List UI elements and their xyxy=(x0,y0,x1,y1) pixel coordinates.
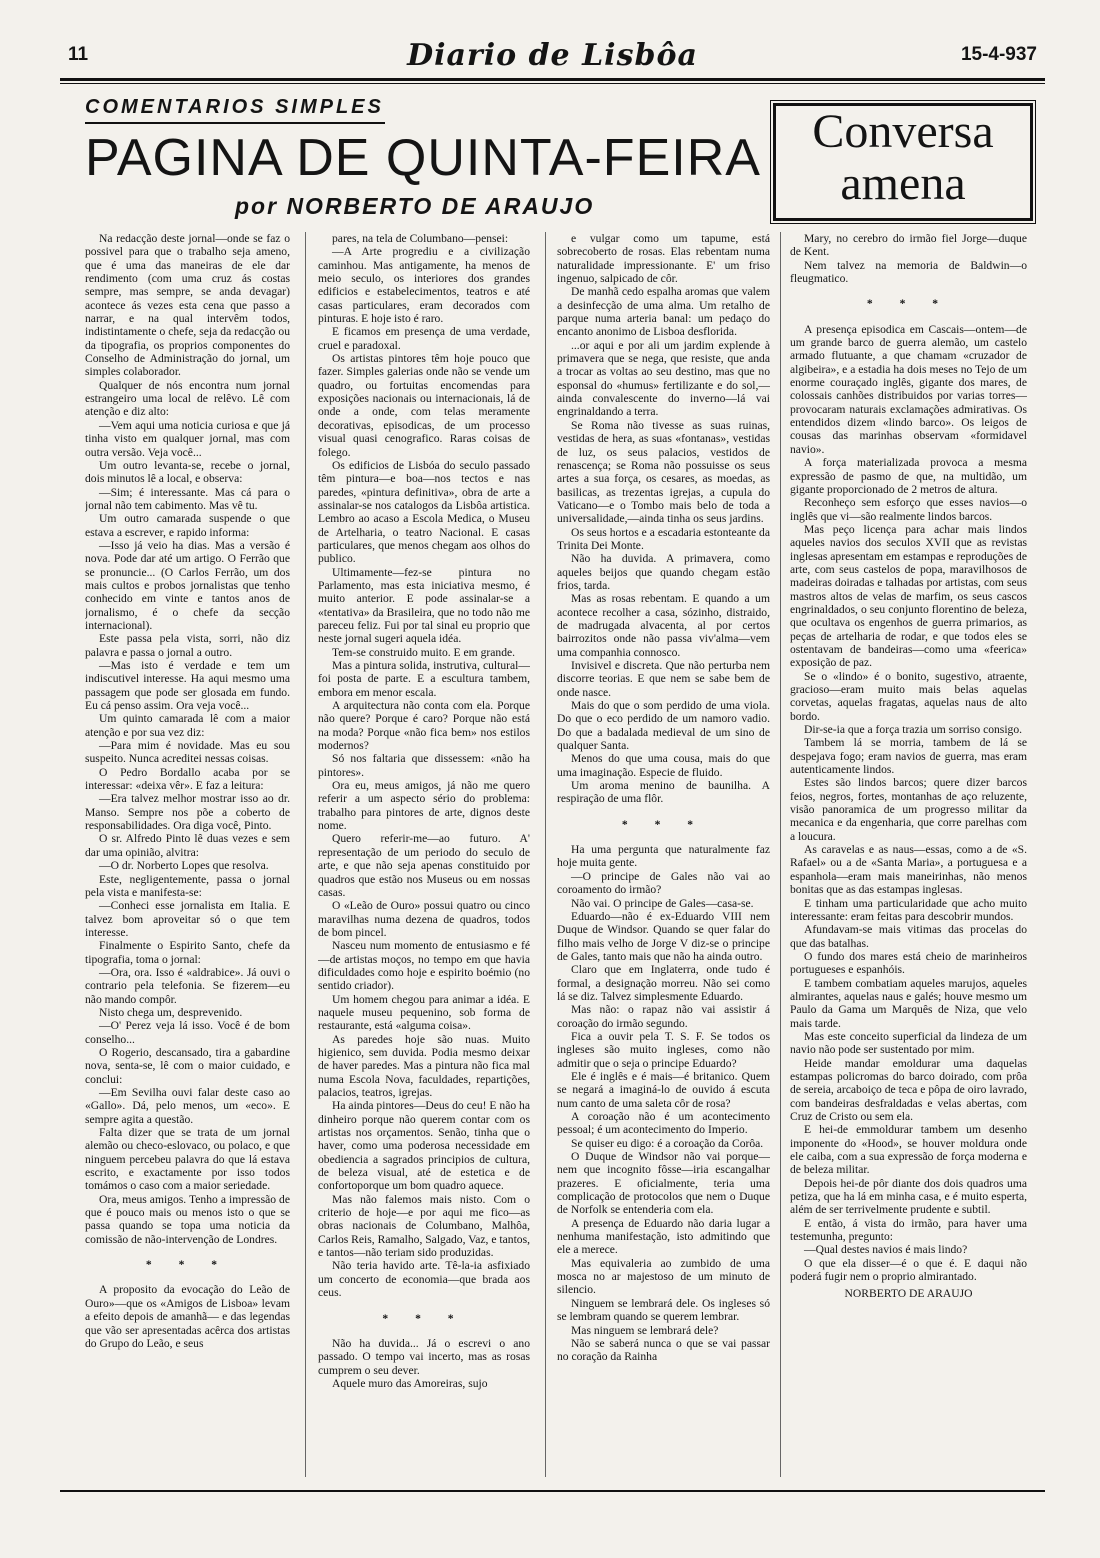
article-paragraph: Um outro camarada suspende o que estava a escrever, e rapido informa: xyxy=(85,512,290,539)
masthead-rule xyxy=(60,78,1045,81)
article-paragraph: —Mas isto é verdade e tem um indiscutivel interesse. Ha aqui mesmo uma passagem que pode ser glosada em fundo. Eu cá penso assim. Ora veja você... xyxy=(85,659,290,713)
article-paragraph: Ora eu, meus amigos, já não me quero referir a um aspecto sério do problema: trabalho para pintores de arte, dignos deste nome. xyxy=(318,779,530,833)
article-paragraph: Este, negligentemente, passa o jornal pela vista e manifesta-se: xyxy=(85,872,290,899)
article-paragraph: E então, á vista do irmão, para haver uma testemunha, pregunto: xyxy=(790,1216,1027,1244)
article-paragraph: Mas não: o rapaz não vai assistir á coroação do irmão segundo. xyxy=(557,1003,770,1030)
article-paragraph: Invisivel e discreta. Que não perturba nem discorre teorias. E que nem se sabe bem de onde nasce. xyxy=(557,659,770,699)
issue-date: 15-4-937 xyxy=(960,44,1037,65)
text-column-2 xyxy=(318,232,530,1487)
article-paragraph: O Rogerio, descansado, tira a gabardine nova, senta-se, lê com o maior cuidado, e conclui: xyxy=(85,1045,290,1086)
article-paragraph: O fundo dos mares está cheio de marinheiros portugueses e espanhóis. xyxy=(790,949,1027,977)
article-byline: por NORBERTO DE ARAUJO xyxy=(235,193,595,219)
article-paragraph: O Duque de Windsor não vai porque—nem que incognito fôsse—iria escangalhar prazeres. E oficialmente, teria uma complicação de protocolos que nem o Duque de Norfolk se entenderia com ela. xyxy=(557,1150,770,1217)
article-paragraph: Heide mandar emoldurar uma daquelas estampas policromas do barco doirado, com prôa de sereia, arcaboiço de teca e pôpa de oiro lavrado, com bandeiras desfraldadas e velas abertas, com Cruz de Cristo ou sem ela. xyxy=(790,1056,1027,1123)
article-paragraph: —Qual destes navios é mais lindo? xyxy=(804,1243,968,1257)
article-paragraph: Os edificios de Lisbóa do seculo passado têm pintura—e boa—nos tectos e nas paredes, «pintura definitiva», obra de arte a assinalar-se nos catalogos da Lisbôa artistica. Lembro ao acaso a Escola Medica, o Museu de Artelharia, o teatro Nacional. E casas particulares, que menos chegam aos olhos do publico. xyxy=(318,458,530,566)
article-paragraph: Reconheço sem esforço que esses navios—o inglês que vi—são realmente lindos barcos. xyxy=(790,496,1027,523)
article-paragraph: Se o «lindo» é o bonito, sugestivo, atraente, gracioso—eram muito mais belas aquelas corvetas, aquelas fragatas, aquelas naus de alto bordo. xyxy=(790,669,1027,723)
text-column-3 xyxy=(557,232,770,1487)
text-column-4 xyxy=(790,232,1027,1487)
article-paragraph: Não ha duvida. A primavera, como aqueles beijos que quando chegam estão frios, tarda. xyxy=(557,552,770,592)
kicker-underline xyxy=(85,122,385,124)
article-paragraph: Nem talvez na memoria de Baldwin—o fleugmatico. xyxy=(790,258,1027,286)
article-paragraph: De manhã cedo espalha aromas que valem a desinfecção de uma alma. Um retalho de parque numa arteria banal: um pedaço do encanto anonimo de Lisboa desflorida. xyxy=(557,285,770,339)
article-paragraph: Um homem chegou para animar a idéa. E naquele museu pequenino, sob forma de restaurante, está «alguma coisa». xyxy=(318,992,530,1033)
article-paragraph: Quero referir-me—ao futuro. A' representação de um periodo do seculo de arte, e que não seja apenas constituido por quadros que estão nos Museus ou em nossas casas. xyxy=(318,832,530,899)
article-paragraph: —Conheci esse jornalista em Italia. E talvez bom aproveitar só o que tem interesse. xyxy=(85,899,290,939)
article-headline: PAGINA DE QUINTA-FEIRA xyxy=(85,129,761,187)
article-paragraph: Mas não falemos mais nisto. Com o criterio de hoje—e por aqui me fico—as obras nacionais de Columbano, Malhôa, Carlos Reis, Ramalho, Salgado, Vaz, e tantos, e tantos—não teriam sido produzidas. xyxy=(318,1192,530,1260)
article-paragraph: Um quinto camarada lê com a maior atenção e por sua vez diz: xyxy=(85,712,290,739)
article-paragraph: E ficamos em presença de uma verdade, cruel e paradoxal. xyxy=(318,325,530,352)
column-divider xyxy=(780,232,781,1477)
article-paragraph: Depois hei-de pôr diante dos dois quadros uma petiza, que ha lá em minha casa, e é muito esperta, além de ser terrivelmente prudente e subtil. xyxy=(790,1176,1027,1217)
article-paragraph: ...or aqui e por ali um jardim explende à primavera que se nega, que resiste, que anda a trocar as voltas ao seu destino, mas que no esponsal do «humus» fertilizante e do sol,—ainda convalescente do inverno—lá vai engrinaldando a terra. xyxy=(557,338,770,419)
article-paragraph: Os artistas pintores têm hoje pouco que fazer. Simples galerias onde não se vende um quadro, ou fortuitas encomendas para exposições nacionais ou internacionais, lá de onde a onde, com telas meramente decorativas, episodicas, de um processo visual quasi cenografico. Raras coisas de folego. xyxy=(318,352,530,459)
article-paragraph: —O' Perez veja lá isso. Você é de bom conselho... xyxy=(85,1019,290,1046)
article-paragraph: Não teria havido arte. Tê-la-ia asfixiado um concerto de economia—que brada aos ceus. xyxy=(318,1259,530,1300)
newspaper-title: Diario de Lisbôa xyxy=(407,38,698,73)
article-paragraph: Mas equivaleria ao zumbido de uma mosca no ar majestoso de um minuto de silencio. xyxy=(557,1256,770,1297)
masthead xyxy=(60,38,1045,78)
article-paragraph: —A Arte progrediu e a civilização caminhou. Mas antigamente, ha menos de meio seculo, os interiores dos grandes edificios e estabelecimentos, teatros e até casas particulares, eram decorados com pinturas. E hoje isto é raro. xyxy=(318,245,530,326)
article-paragraph: Falta dizer que se trata de um jornal alemão ou checo-eslovaco, ou polaco, e que ninguem percebeu palavra do que lá estava escrito, e exactamente por isso todos tomámos o caso com a maior seriedade. xyxy=(85,1126,290,1193)
text-column-1 xyxy=(85,232,290,1487)
article-paragraph: Afundavam-se mais vitimas das procelas do que das batalhas. xyxy=(790,923,1027,950)
article-paragraph: Um outro levanta-se, recebe o jornal, dois minutos lê a local, e observa: xyxy=(85,458,290,486)
article-paragraph: Um aroma menino de baunilha. A respiração de uma flôr. xyxy=(557,779,770,806)
article-paragraph: Se quiser eu digo: é a coroação da Corôa. xyxy=(571,1136,764,1150)
article-paragraph: Ele é inglês e é mais—é britanico. Quem se negará a imaginá-lo de ouvido á escuta num canto de uma saleta côr de rosa? xyxy=(557,1069,770,1110)
article-paragraph: —Era talvez melhor mostrar isso ao dr. Manso. Sempre nos põe a coberto de responsabilidades. Ora diga você, Pinto. xyxy=(85,792,290,833)
column-title-line-2: amena xyxy=(840,157,966,210)
section-separator: * * * xyxy=(145,1258,230,1272)
article-paragraph: O «Leão de Ouro» possui quatro ou cinco maravilhas numa dezena de quadros, todos de bom pincel. xyxy=(318,899,530,939)
article-paragraph: A presença episodica em Cascais—ontem—de um grande barco de guerra alemão, um castelo armado flutuante, a que chamam «cruzador de algibeira», e a estadia ha dois meses no Tejo de um enorme couraçado inglês, gigante dos mares, de colossais canhões distribuidos por varias torres—provocaram naturais exclamações admirativas. Os entendidos dizem «lindo barco». Os leigos de cousas das marinhas observam «formidavel navio». xyxy=(790,322,1027,456)
article-paragraph: O sr. Alfredo Pinto lê duas vezes e sem dar uma opinião, alvitra: xyxy=(85,832,290,859)
article-paragraph: Dir-se-ia que a força trazia um sorriso consigo. xyxy=(804,723,1023,737)
article-paragraph: Aquele muro das Amoreiras, sujo xyxy=(332,1376,488,1390)
article-paragraph: Nasceu num momento de entusiasmo e fé—de artistas moços, no tempo em que havia dificuldades como hoje e espirito boémio (no sentido criador). xyxy=(318,939,530,993)
article-paragraph: Ultimamente—fez-se pintura no Parlamento, mas esta iniciativa mesmo, é muito anterior. E pode assinalar-se a «tentativa» da Brasileira, que no todo não me pareceu feliz. Fui por tal sinal eu proprio que neste jornal sugeri aquela idéa. xyxy=(318,565,530,646)
article-paragraph: Mais do que o som perdido de uma viola. Do que o eco perdido de um namoro vadio. Do que a badalada medieval de um sino de qualquer Santa. xyxy=(557,699,770,753)
article-paragraph: Ha ainda pintores—Deus do ceu! E não ha dinheiro porque não querem contar com os artistas nos orçamentos. Senão, tinha que o haver, como uma poderosa necessidade em obediencia a sagrados principios de cultura, de beleza visual, até de estetica e de confortoporque um bom quadro aquece. xyxy=(318,1099,530,1193)
article-paragraph: O que ela disser—é o que é. E daqui não poderá fugir nem o proprio almirantado. xyxy=(790,1256,1027,1284)
article-paragraph: Mary, no cerebro do irmão fiel Jorge—duque de Kent. xyxy=(790,232,1027,259)
article-paragraph: Se Roma não tivesse as suas ruinas, vestidas de hera, as suas «fontanas», vestidas de luz, os seus palacios, vestidos de renascença; se Roma não possuisse os seus artes a sua força, os cesares, as moedas, as basilicas, as trezentas igrejas, a cupula do Vaticano—e o Tombo mais belo de toda a universalidade,—ainda tinha os seus jardins. xyxy=(557,418,770,526)
column-title-box xyxy=(773,103,1033,221)
article-paragraph: pares, na tela de Columbano—pensei: xyxy=(332,232,509,245)
author-signature: NORBERTO DE ARAUJO xyxy=(844,1287,973,1301)
article-paragraph: —Em Sevilha ouvi falar deste caso ao «Gallo». Dá, pelo menos, um «eco». E sempre agita a questão. xyxy=(85,1086,290,1126)
article-paragraph: —Vem aqui uma noticia curiosa e que já tinha visto em qualquer jornal, mas com outra versão. Veja você... xyxy=(85,418,290,459)
masthead-rule-thin xyxy=(60,83,1045,84)
article-paragraph: Não ha duvida... Já o escrevi o ano passado. O tempo vai incerto, mas as rosas cumprem o seu dever. xyxy=(318,1336,530,1377)
article-paragraph: A proposito da evocação do Leão de Ouro»—que os «Amigos de Lisboa» levam a efeito depois de amanhã— e das legendas que vão ser apresentadas acêrca dos artistas do Grupo do Leão, e seus xyxy=(85,1283,290,1350)
article-paragraph: Qualquer de nós encontra num jornal estrangeiro uma local de relêvo. Lê com atenção e diz alto: xyxy=(85,378,290,419)
article-paragraph: Os seus hortos e a escadaria estonteante da Trinita Dei Monte. xyxy=(557,525,770,552)
article-paragraph: Claro que em Inglaterra, onde tudo é formal, a designação morreu. Não sei como lá se diz. Talvez simplesmente Eduardo. xyxy=(557,963,770,1003)
article-paragraph: A presença de Eduardo não daria lugar a nenhuma manifestação, isto admitindo que ele a merece. xyxy=(557,1216,770,1257)
article-paragraph: A força materializada provoca a mesma expressão de pasmo de que, na multidão, um gigante proporcionado de 2 metros de altura. xyxy=(790,456,1027,496)
article-paragraph: A arquitectura não conta com ela. Porque não quere? Porque é caro? Porque não está na moda? Porque «não fica bem» nos estilos modernos? xyxy=(318,699,530,753)
article-paragraph: Este passa pela vista, sorri, não diz palavra e passa o jornal a outro. xyxy=(85,632,290,659)
article-paragraph: Mas a pintura solida, instrutiva, cultural—foi posta de parte. E a escultura tambem, embora em menor escala. xyxy=(318,659,530,699)
article-paragraph: Na redacção deste jornal—onde se faz o possivel para que o trabalho seja ameno, que é uma das maneiras de ele dar rendimento (com uma cruz ás costas sempre, mas sempre, se anda devagar) acontece ás vezes esta cena que passo a narrar, e na qual intervêm todos, indistintamente o chefe, seja da redacção ou da tipografia, os proprios componentes do Conselho de Administração do jornal, um simples colaborador. xyxy=(85,232,290,379)
footer-rule xyxy=(60,1490,1045,1492)
article-paragraph: Nisto chega um, desprevenido. xyxy=(99,1005,243,1019)
article-paragraph: Mas ninguem se lembrará dele? xyxy=(571,1323,719,1337)
article-paragraph: —O principe de Gales não vai ao coroamento do irmão? xyxy=(557,869,770,897)
article-paragraph: Só nos faltaria que dissessem: «não ha pintores». xyxy=(318,752,530,779)
article-paragraph: —Sim; é interessante. Mas cá para o jornal não tem cabimento. Mas vê tu. xyxy=(85,485,290,512)
article-paragraph: O Pedro Bordallo acaba por se interessar: «deixa vêr». E faz a leitura: xyxy=(85,765,290,793)
article-paragraph: Mas peço licença para achar mais lindos aqueles navios dos seculos XVII que as revistas inglesas apresentam em estampas e reproduções de arte, com seus castelos de popa, maravilhosos de madeiras doiradas e talhadas por artistas, com seus mastros altos de velas de marfim, os seus cascos engrinaldados, o seu conjunto florentino de beleza, que ocultava os engenhos de guerra primarios, as peças de artelharia de rodar, e que todos eles se ostentavam de bandeiras—como uma «feerica» exposição de paz. xyxy=(790,522,1027,670)
section-separator: * * * xyxy=(621,817,706,831)
article-paragraph: Estes são lindos barcos; quere dizer barcos feios, negros, fortes, montanhas de aço reluzente, visão panoramica de um progresso militar da mecanica e da engenharia, que corre parelhas com a loucura. xyxy=(790,776,1027,843)
article-paragraph: As paredes hoje são nuas. Muito higienico, sem duvida. Podia mesmo deixar de haver paredes. Mas a pintura não fica mal numa Escola Nova, faculdades, repartições, palacios, teatros, igrejas. xyxy=(318,1032,530,1099)
article-paragraph: Menos do que uma cousa, mais do que uma imaginação. Especie de fluido. xyxy=(557,752,770,779)
article-paragraph: Eduardo—não é ex-Eduardo VIII nem Duque de Windsor. Quando se quer falar do filho mais velho de Jorge V diz-se o principe de Gales, tanto mais que não ha ainda outro. xyxy=(557,909,770,963)
article-paragraph: Tem-se construido muito. E em grande. xyxy=(332,645,516,659)
section-separator: * * * xyxy=(866,297,951,311)
article-paragraph: —O dr. Norberto Lopes que resolva. xyxy=(99,859,269,873)
article-paragraph: E tinham uma particularidade que acho muito interessante: eram feitas para descobrir mundos. xyxy=(790,896,1027,923)
article-paragraph: Mas este conceito superficial da lindeza de um navio não pode ser sustentado por mim. xyxy=(790,1029,1027,1057)
article-paragraph: Ninguem se lembrará dele. Os ingleses só se lembram quando se querem lembrar. xyxy=(557,1296,770,1324)
article-paragraph: A coroação não é um acontecimento pessoal; é um acontecimento do Imperio. xyxy=(557,1110,770,1137)
article-paragraph: —Para mim é novidade. Mas eu sou suspeito. Nunca acreditei nessas coisas. xyxy=(85,739,290,766)
article-paragraph: Não se saberá nunca o que se vai passar no coração da Rainha xyxy=(557,1336,770,1364)
article-paragraph: Ha uma pergunta que naturalmente faz hoje muita gente. xyxy=(557,843,770,870)
article-paragraph: E tambem combatiam aqueles marujos, aqueles almirantes, aquelas naus e galés; houve mesmo um Paulo da Gama um Marquês de Niza, que velo mais tarde. xyxy=(790,976,1027,1030)
column-title-line-1: Conversa xyxy=(812,105,994,158)
section-kicker: COMENTARIOS SIMPLES xyxy=(85,96,384,118)
section-separator: * * * xyxy=(382,1311,466,1325)
article-paragraph: As caravelas e as naus—essas, como a de «S. Rafael» ou a de «Santa Maria», a portuguesa e a espanhola—eram mais maneirinhas, não menos bonitas que as das estampas inglesas. xyxy=(790,843,1027,897)
article-paragraph: Mas as rosas rebentam. E quando a um acontece recolher a casa, sózinho, distraido, de madrugada alvacenta, al por certos bairrozitos onde não passa viv'alma—vem uma companhia connosco. xyxy=(557,592,770,659)
article-paragraph: Tambem lá se morria, tambem de lá se despejava fogo; eram navios de guerra, mas eram autenticamente lindos. xyxy=(790,736,1027,777)
article-paragraph: Ora, meus amigos. Tenho a impressão de que é pouco mais ou menos isto o que se passa quando se topa uma noticia da comissão de não-intervenção de Londres. xyxy=(85,1192,290,1246)
article-paragraph: —Isso já veio ha dias. Mas a versão é nova. Pode dar até um artigo. O Ferrão que se pronuncie... (O Carlos Ferrão, um dos mais cultos e probos jornalistas que tenho conhecido em vinte e tantos anos de jornalismo, é o chefe da secção internacional). xyxy=(85,538,290,632)
article-paragraph: Não vai. O principe de Gales—casa-se. xyxy=(571,896,754,910)
article-paragraph: Fica a ouvir pela T. S. F. Se todos os ingleses são muito ingleses, como não admitir que o seja o principe Eduardo? xyxy=(557,1029,770,1070)
page-number: 11 xyxy=(68,44,89,65)
column-divider xyxy=(305,232,306,1477)
article-paragraph: e vulgar como um tapume, está sobrecoberto de rosas. Elas rebentam numa naturalidade impressionante. E' um friso ingenuo, salpicado de côr. xyxy=(557,232,770,286)
column-divider xyxy=(545,232,546,1477)
article-paragraph: E hei-de emmoldurar tambem um desenho imponente do «Hood», se houver moldura onde ele caiba, com a sua expressão de força moderna e de beleza militar. xyxy=(790,1123,1027,1177)
article-paragraph: —Ora, ora. Isso é «aldrabice». Já ouvi o contrario pela telefonia. Se fizerem—eu não mando compôr. xyxy=(85,965,290,1006)
article-paragraph: Finalmente o Espirito Santo, chefe da tipografia, toma o jornal: xyxy=(85,939,290,966)
